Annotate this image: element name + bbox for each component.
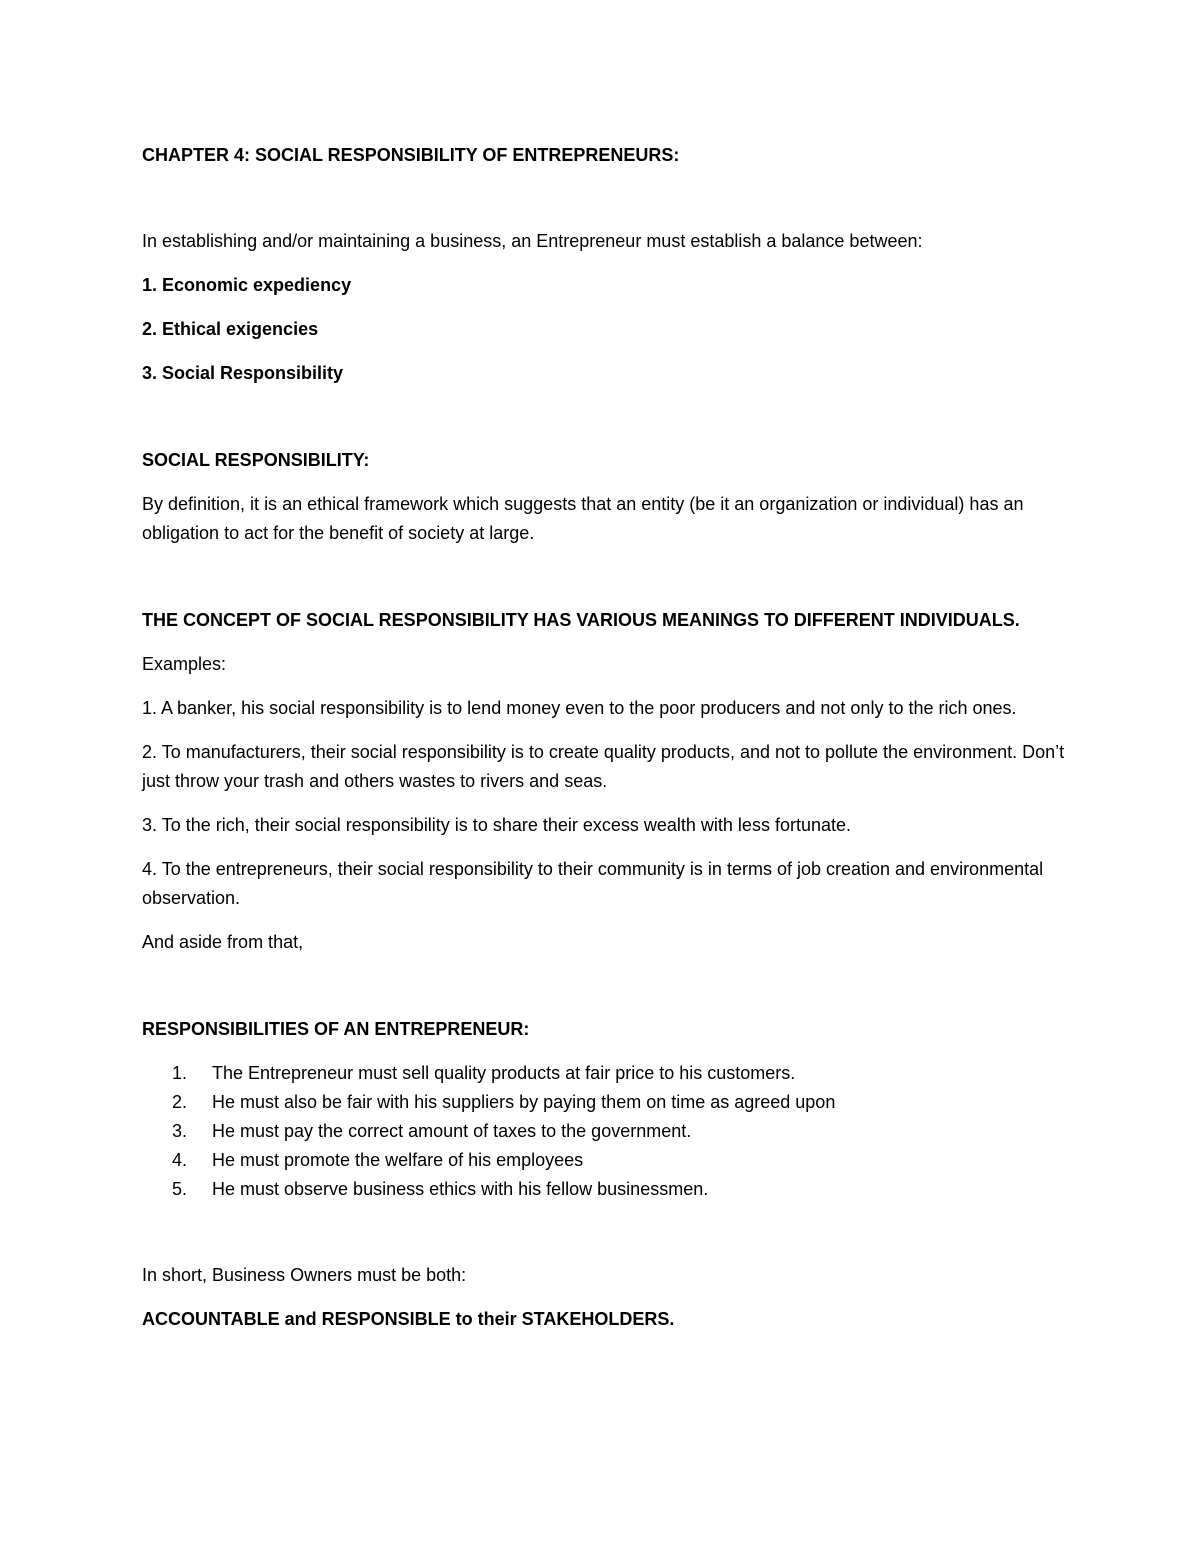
- list-item-number: 3.: [172, 1121, 188, 1141]
- example-item-rich: 3. To the rich, their social responsibility is to share their excess wealth with less fortunate.: [142, 815, 851, 835]
- list-item: [142, 1117, 1072, 1146]
- list-item-text: He must promote the welfare of his employees: [212, 1150, 584, 1170]
- aside-text: And aside from that,: [142, 932, 304, 952]
- list-item-text: He must pay the correct amount of taxes to the government.: [212, 1121, 692, 1141]
- chapter-title: CHAPTER 4: SOCIAL RESPONSIBILITY OF ENTREPRENEURS:: [142, 145, 680, 165]
- list-item: [142, 1088, 1072, 1117]
- list-item-number: 1.: [172, 1063, 188, 1083]
- list-item: [142, 1059, 1072, 1088]
- list-item-text: The Entrepreneur must sell quality products at fair price to his customers.: [212, 1063, 796, 1083]
- document-body: [142, 141, 1072, 1334]
- conclusion: ACCOUNTABLE and RESPONSIBLE to their STAKEHOLDERS.: [142, 1309, 675, 1329]
- list-item: [142, 1175, 1072, 1204]
- concept-heading: THE CONCEPT OF SOCIAL RESPONSIBILITY HAS VARIOUS MEANINGS TO DIFFERENT INDIVIDUALS.: [142, 610, 1020, 630]
- short-intro: In short, Business Owners must be both:: [142, 1265, 467, 1285]
- example-item-banker: 1. A banker, his social responsibility is to lend money even to the poor producers and not only to the rich ones.: [142, 698, 1017, 718]
- social-responsibility-heading: SOCIAL RESPONSIBILITY:: [142, 450, 370, 470]
- list-item-number: 5.: [172, 1179, 188, 1199]
- balance-item-social: 3. Social Responsibility: [142, 363, 344, 383]
- intro-paragraph: In establishing and/or maintaining a business, an Entrepreneur must establish a balance between:: [142, 231, 923, 251]
- responsibilities-list: [142, 1059, 1072, 1204]
- example-item-manufacturers: 2. To manufacturers, their social responsibility is to create quality products, and not to pollute the environment. Don’t just throw your trash and others wastes to rivers and seas.: [142, 742, 1065, 791]
- example-item-entrepreneurs: 4. To the entrepreneurs, their social responsibility to their community is in terms of job creation and environmental observation.: [142, 859, 1044, 908]
- balance-item-economic: 1. Economic expediency: [142, 275, 352, 295]
- list-item-text: He must also be fair with his suppliers by paying them on time as agreed upon: [212, 1092, 836, 1112]
- list-item-number: 2.: [172, 1092, 188, 1112]
- responsibilities-heading: RESPONSIBILITIES OF AN ENTREPRENEUR:: [142, 1019, 530, 1039]
- list-item: [142, 1146, 1072, 1175]
- list-item-text: He must observe business ethics with his fellow businessmen.: [212, 1179, 709, 1199]
- list-item-number: 4.: [172, 1150, 188, 1170]
- balance-item-ethical: 2. Ethical exigencies: [142, 319, 319, 339]
- examples-label: Examples:: [142, 654, 227, 674]
- definition-paragraph: By definition, it is an ethical framework which suggests that an entity (be it an organization or individual) has an obligation to act for the benefit of society at large.: [142, 494, 1024, 543]
